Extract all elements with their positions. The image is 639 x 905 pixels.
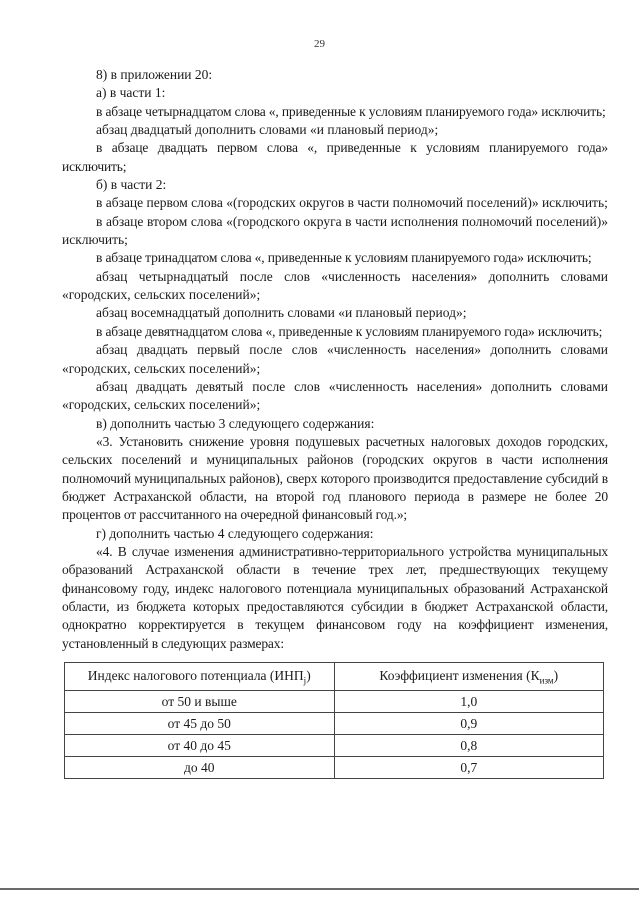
page-number: 29 xyxy=(314,38,325,50)
table-cell-coef: 0,7 xyxy=(334,757,604,779)
paragraph-item-8: 8) в приложении 20: xyxy=(96,67,213,82)
table-cell-range: от 45 до 50 xyxy=(65,713,335,735)
table-row xyxy=(65,691,604,713)
table-header-coefficient: Коэффициент изменения $(К_{изм})$ xyxy=(334,663,604,691)
paragraph: в абзаце девятнадцатом слова «, приведенные к условиям планируемого года» исключить; xyxy=(96,323,603,339)
paragraph: в абзаце тринадцатом слова «, приведенные к условиям планируемого года» исключить; xyxy=(96,250,592,266)
paragraph: абзац двадцать девятый после слов «численность населения» дополнить словами «городских, сельских поселений»; xyxy=(62,378,608,413)
paragraph: абзац восемнадцатый дополнить словами «и плановый период»; xyxy=(96,305,467,321)
paragraph-subitem-g: г) дополнить частью 4 следующего содержания: xyxy=(96,525,374,541)
paragraph: в абзаце втором слова «(городского округа в части исполнения полномочий поселений)» исключить; xyxy=(62,213,608,248)
table-row xyxy=(65,713,604,735)
paragraph: в абзаце первом слова «(городских округов в части полномочий поселений)» исключить; xyxy=(96,195,608,211)
table-row xyxy=(65,735,604,757)
paragraph-part-3: «3. Установить снижение уровня подушевых расчетных налоговых доходов городских, сельских поселений и муниципальных районов (городских округов в части исполнения полномочий муниципальных районов), сверх которого производится предоставление субсидий в бюджет Астраханской области, на второй год планового периода в размере не более 20 процентов от рассчитанного на очередной финансовый год.»; xyxy=(62,433,608,523)
paragraph-subitem-v: в) дополнить частью 3 следующего содержания: xyxy=(96,415,375,431)
scan-bottom-edge xyxy=(0,888,639,890)
table-cell-coef: 0,9 xyxy=(334,713,604,735)
paragraph: абзац двадцатый дополнить словами «и плановый период»; xyxy=(96,122,439,138)
table-cell-range: до 40 xyxy=(65,757,335,779)
paragraph-part-4: «4. В случае изменения административно-территориального устройства муниципальных образований Астраханской области в течение трех лет, предшествующих текущему финансовому году, индекс налогового потенциала муниципальных образований Астраханской области, из бюджета которых предоставляются субсидии в бюджет Астраханской области, однократно корректируется в текущем финансовом году на коэффициент изменения, установленный в следующих размерах: xyxy=(62,543,608,651)
table-cell-coef: 1,0 xyxy=(334,691,604,713)
paragraph: абзац четырнадцатый после слов «численность населения» дополнить словами «городских, сельских поселений»; xyxy=(62,268,608,303)
coefficient-table xyxy=(64,662,604,779)
table-header-index: Индекс налогового потенциала $(ИНП_j)$ xyxy=(65,663,335,691)
paragraph-subitem-b: б) в части 2: xyxy=(96,177,167,193)
table-cell-coef: 0,8 xyxy=(334,735,604,757)
table-cell-range: от 40 до 45 xyxy=(65,735,335,757)
table-row xyxy=(65,757,604,779)
document-body xyxy=(62,66,608,779)
paragraph: в абзаце четырнадцатом слова «, приведенные к условиям планируемого года» исключить; xyxy=(96,103,606,119)
paragraph: в абзаце двадцать первом слова «, приведенные к условиям планируемого года» исключить; xyxy=(62,140,608,174)
table-cell-range: от 50 и выше xyxy=(65,691,335,713)
paragraph-subitem-a: а) в части 1: xyxy=(96,85,166,101)
table-header-row xyxy=(65,663,604,691)
paragraph: абзац двадцать первый после слов «численность населения» дополнить словами «городских, сельских поселений»; xyxy=(62,342,608,376)
